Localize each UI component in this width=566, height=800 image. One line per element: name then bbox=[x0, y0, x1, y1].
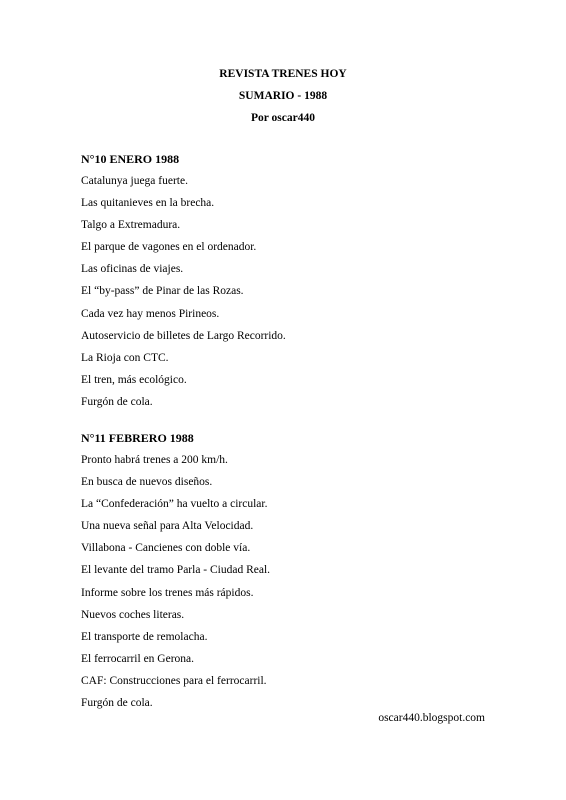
article-item: En busca de nuevos diseños. bbox=[81, 476, 213, 489]
article-item: El tren, más ecológico. bbox=[81, 373, 187, 386]
document-author: Por oscar440 bbox=[251, 112, 315, 124]
issue-title: N°11 FEBRERO 1988 bbox=[81, 431, 194, 445]
article-item: El levante del tramo Parla - Ciudad Real. bbox=[81, 564, 271, 577]
footer-url: oscar440.blogspot.com bbox=[378, 712, 485, 724]
article-item: CAF: Construcciones para el ferrocarril. bbox=[81, 674, 267, 687]
article-item: Una nueva señal para Alta Velocidad. bbox=[81, 520, 254, 533]
article-item: Las quitanieves en la brecha. bbox=[81, 197, 215, 210]
document-subtitle: SUMARIO - 1988 bbox=[238, 90, 328, 102]
document-header bbox=[0, 66, 566, 132]
issue-section bbox=[81, 429, 521, 716]
article-item: El ferrocarril en Gerona. bbox=[81, 652, 195, 665]
article-item: Villabona - Cancienes con doble vía. bbox=[81, 542, 251, 555]
article-item: Catalunya juega fuerte. bbox=[81, 175, 188, 187]
issue-section bbox=[81, 150, 521, 415]
article-item: Nuevos coches literas. bbox=[81, 608, 185, 621]
issue-title: N°10 ENERO 1988 bbox=[81, 152, 180, 166]
article-item: El parque de vagones en el ordenador. bbox=[81, 241, 257, 254]
article-item: Furgón de cola. bbox=[81, 395, 153, 408]
article-item: Las oficinas de viajes. bbox=[81, 263, 184, 276]
article-item: Talgo a Extremadura. bbox=[81, 219, 181, 232]
article-item: La “Confederación” ha vuelto a circular. bbox=[81, 498, 268, 511]
article-item: Cada vez hay menos Pirineos. bbox=[81, 307, 220, 320]
document-title: REVISTA TRENES HOY bbox=[219, 68, 347, 80]
article-item: El “by-pass” de Pinar de las Rozas. bbox=[81, 285, 244, 298]
article-item: El transporte de remolacha. bbox=[81, 630, 208, 643]
article-item: Furgón de cola. bbox=[81, 697, 153, 710]
article-item: La Rioja con CTC. bbox=[81, 351, 169, 364]
article-item: Informe sobre los trenes más rápidos. bbox=[81, 586, 254, 599]
article-item: Autoservicio de billetes de Largo Recorrido. bbox=[81, 329, 286, 342]
article-item: Pronto habrá trenes a 200 km/h. bbox=[81, 454, 228, 466]
